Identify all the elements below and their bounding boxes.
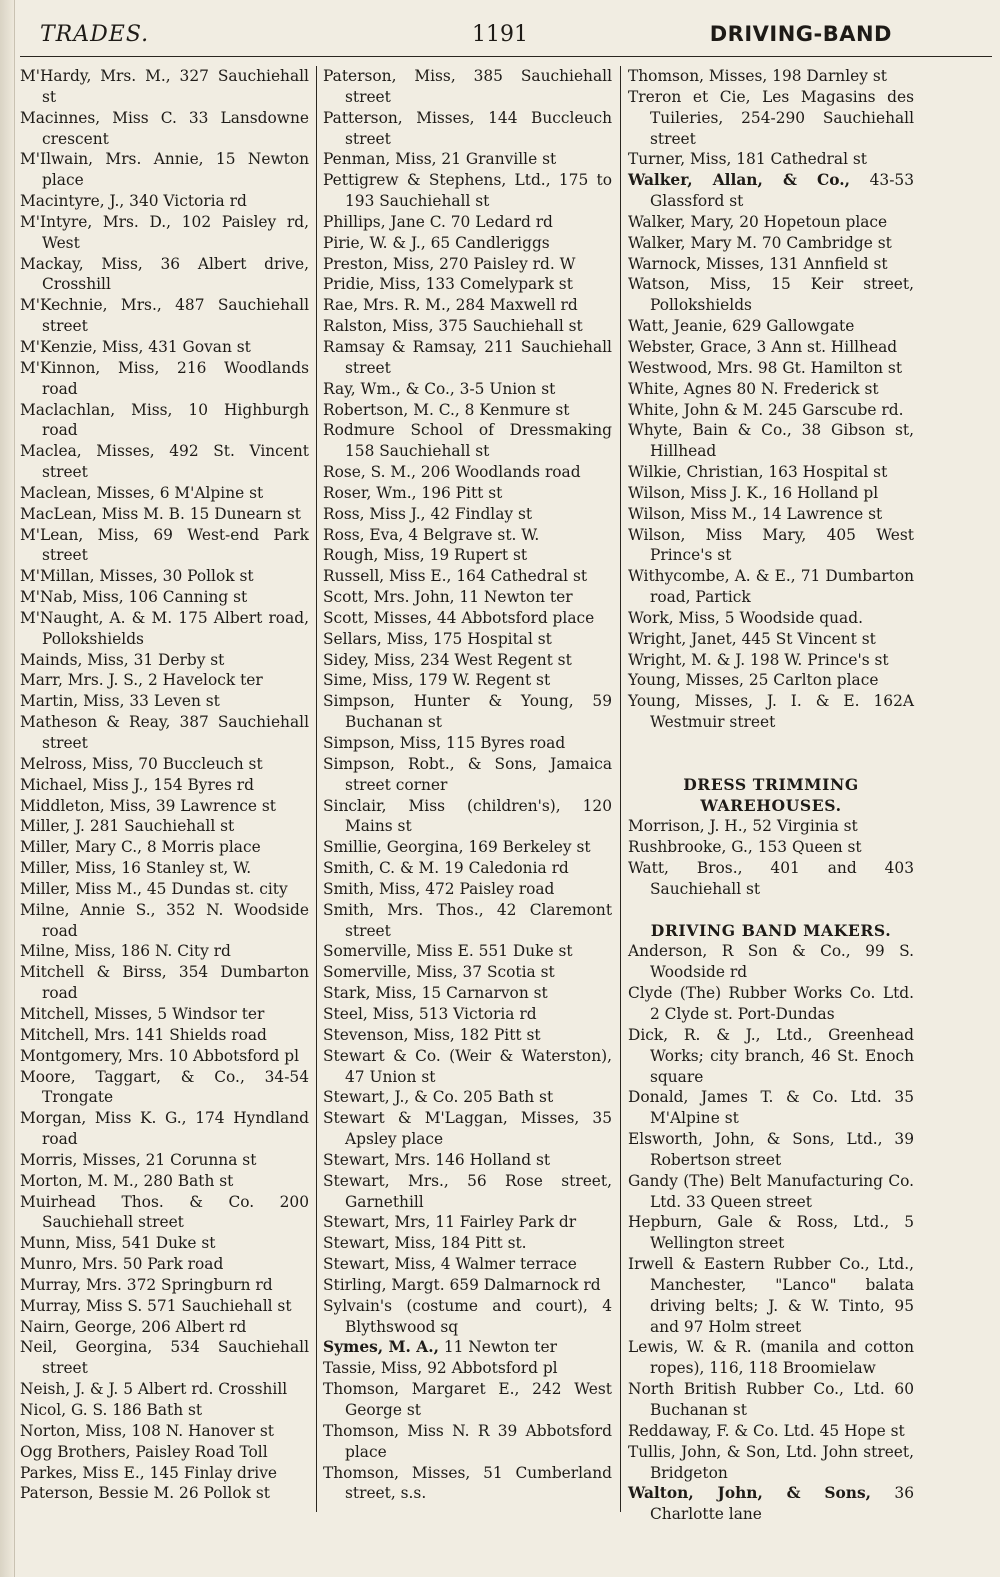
directory-entry: Thomson, Margaret E., 242 West George st [323, 1380, 612, 1419]
directory-entry: Scott, Misses, 44 Abbotsford place [323, 608, 595, 627]
directory-entry: Walker, Mary M. 70 Cambridge st [628, 233, 892, 252]
directory-entry: Maclean, Misses, 6 M'Alpine st [20, 483, 264, 502]
directory-entry: Watt, Jeanie, 629 Gallowgate [628, 317, 855, 336]
directory-entry: M'Nab, Miss, 106 Canning st [20, 588, 248, 607]
directory-entry: Anderson, R Son & Co., 99 S. Woodside rd [628, 942, 914, 982]
directory-entry: Mackay, Miss, 36 Albert drive, Crosshill [20, 254, 309, 294]
directory-entry: Murray, Mrs. 372 Springburn rd [20, 1275, 273, 1294]
directory-column-1 [20, 66, 309, 1504]
directory-entry: Treron et Cie, Les Magasins des Tuileries, 254-290 Sauchiehall street [628, 87, 914, 148]
column-divider [316, 66, 317, 1512]
directory-entry: Maclachlan, Miss, 10 Highburgh road [20, 400, 309, 440]
directory-entry: Hepburn, Gale & Ross, Ltd., 5 Wellington street [628, 1213, 914, 1253]
directory-entry: Norton, Miss, 108 N. Hanover st [20, 1421, 274, 1440]
directory-entry: Melross, Miss, 70 Buccleuch st [20, 754, 263, 773]
directory-entry: Watson, Miss, 15 Keir street, Pollokshields [628, 275, 914, 315]
directory-entry: Phillips, Jane C. 70 Ledard rd [323, 212, 553, 231]
directory-entry: Rose, S. M., 206 Woodlands road [323, 463, 581, 482]
directory-entry: Donald, James T. & Co. Ltd. 35 M'Alpine st [628, 1088, 914, 1128]
directory-entry: Macinnes, Miss C. 33 Lansdowne crescent [20, 108, 309, 148]
directory-entry: Young, Misses, 25 Carlton place [628, 671, 879, 690]
directory-entry: Nairn, George, 206 Albert rd [20, 1317, 247, 1336]
directory-entry: Sellars, Miss, 175 Hospital st [323, 629, 552, 648]
directory-entry: Lewis, W. & R. (manila and cotton ropes), 116, 118 Broomielaw [628, 1338, 914, 1378]
column-divider [620, 66, 621, 1512]
entry-name-bold: Symes, M. A., [323, 1338, 439, 1357]
directory-entry: Scott, Mrs. John, 11 Newton ter [323, 588, 573, 607]
directory-entry: M'Intyre, Mrs. D., 102 Paisley rd, West [20, 212, 309, 252]
entry-address: 43-53 Glassford st [650, 171, 914, 211]
directory-entry: White, Agnes 80 N. Frederick st [628, 379, 879, 398]
directory-entry: Westwood, Mrs. 98 Gt. Hamilton st [628, 358, 903, 377]
directory-entry: Matheson & Reay, 387 Sauchiehall street [20, 713, 309, 752]
directory-entry: Stark, Miss, 15 Carnarvon st [323, 984, 548, 1003]
directory-entry: Rodmure School of Dressmaking 158 Sauchiehall st [323, 421, 612, 461]
directory-entry: Munro, Mrs. 50 Park road [20, 1255, 224, 1274]
directory-entry: Martin, Miss, 33 Leven st [20, 692, 220, 711]
directory-entry: Smith, Mrs. Thos., 42 Claremont street [323, 900, 612, 940]
directory-entry: Wright, M. & J. 198 W. Prince's st [628, 650, 889, 669]
directory-entry: Miller, Miss M., 45 Dundas st. city [20, 879, 288, 898]
entry-name-bold: Walker, Allan, & Co., [628, 171, 850, 190]
directory-column-2 [323, 66, 612, 1504]
directory-entry: Patterson, Misses, 144 Buccleuch street [323, 108, 612, 148]
directory-entry: M'Kechnie, Mrs., 487 Sauchiehall street [20, 296, 309, 336]
directory-entry: Macintyre, J., 340 Victoria rd [20, 192, 247, 211]
page-binding-edge [0, 0, 15, 1577]
section-title: TRADES. [40, 22, 150, 47]
directory-entry: White, John & M. 245 Garscube rd. [628, 400, 904, 419]
directory-entry: Maclea, Misses, 492 St. Vincent street [20, 442, 309, 482]
directory-entry: Somerville, Miss E. 551 Duke st [323, 942, 573, 961]
directory-entry: Steel, Miss, 513 Victoria rd [323, 1004, 537, 1023]
directory-entry: Webster, Grace, 3 Ann st. Hillhead [628, 337, 898, 356]
directory-entry: Work, Miss, 5 Woodside quad. [628, 608, 863, 627]
directory-entry: Miller, Miss, 16 Stanley st, W. [20, 859, 252, 878]
directory-entry: Reddaway, F. & Co. Ltd. 45 Hope st [628, 1421, 905, 1440]
directory-entry: M'Ilwain, Mrs. Annie, 15 Newton place [20, 150, 309, 190]
directory-entry: Roser, Wm., 196 Pitt st [323, 483, 503, 502]
directory-entry [323, 1337, 612, 1358]
directory-entry: Watt, Bros., 401 and 403 Sauchiehall st [628, 859, 914, 898]
directory-entry: M'Kenzie, Miss, 431 Govan st [20, 337, 251, 356]
directory-entry: Paterson, Bessie M. 26 Pollok st [20, 1484, 270, 1503]
directory-entry: Stewart & M'Laggan, Misses, 35 Apsley place [323, 1109, 612, 1149]
entry-address: 36 Charlotte lane [650, 1484, 914, 1524]
directory-entry: MacLean, Miss M. B. 15 Dunearn st [20, 504, 301, 523]
directory-entry: North British Rubber Co., Ltd. 60 Buchanan st [628, 1380, 914, 1419]
directory-entry: Gandy (The) Belt Manufacturing Co. Ltd. 33 Queen street [628, 1171, 914, 1211]
directory-entry: Turner, Miss, 181 Cathedral st [628, 150, 867, 169]
directory-entry: Thomson, Misses, 51 Cumberland street, s.s. [323, 1463, 612, 1503]
directory-entry: Murray, Miss S. 571 Sauchiehall st [20, 1296, 292, 1315]
directory-entry: Mitchell, Misses, 5 Windsor ter [20, 1004, 265, 1023]
directory-entry: Penman, Miss, 21 Granville st [323, 150, 557, 169]
directory-entry: M'Millan, Misses, 30 Pollok st [20, 567, 254, 586]
directory-entry: Simpson, Miss, 115 Byres road [323, 734, 566, 752]
directory-entry: Robertson, M. C., 8 Kenmure st [323, 400, 570, 419]
directory-entry: Sime, Miss, 179 W. Regent st [323, 671, 551, 690]
directory-entry: Withycombe, A. & E., 71 Dumbarton road, Partick [628, 567, 914, 607]
directory-entry: Marr, Mrs. J. S., 2 Havelock ter [20, 671, 263, 690]
directory-entry: Morrison, J. H., 52 Virginia st [628, 817, 858, 836]
directory-entry: Ray, Wm., & Co., 3-5 Union st [323, 379, 556, 398]
directory-entry: Clyde (The) Rubber Works Co. Ltd. 2 Clyde st. Port-Dundas [628, 984, 914, 1023]
directory-entry: Stewart, Mrs. 146 Holland st [323, 1150, 551, 1169]
header-rule [20, 56, 992, 57]
directory-entry: Smith, Miss, 472 Paisley road [323, 879, 555, 898]
directory-entry: Wilson, Miss M., 14 Lawrence st [628, 504, 883, 523]
spacer [628, 900, 914, 921]
directory-entry: Sinclair, Miss (children's), 120 Mains st [323, 796, 612, 836]
directory-entry: Smith, C. & M. 19 Caledonia rd [323, 859, 569, 878]
directory-entry: Ramsay & Ramsay, 211 Sauchiehall street [323, 337, 612, 377]
directory-entry: Stewart, Miss, 4 Walmer terrace [323, 1255, 577, 1274]
directory-entry: Stevenson, Miss, 182 Pitt st [323, 1025, 541, 1044]
directory-entry: Mainds, Miss, 31 Derby st [20, 650, 225, 669]
directory-entry: M'Naught, A. & M. 175 Albert road, Pollokshields [20, 608, 309, 648]
directory-entry: Wilkie, Christian, 163 Hospital st [628, 463, 888, 482]
directory-entry: Parkes, Miss E., 145 Finlay drive [20, 1463, 277, 1482]
directory-entry: Whyte, Bain & Co., 38 Gibson st, Hillhead [628, 421, 914, 461]
directory-entry: Nicol, G. S. 186 Bath st [20, 1401, 203, 1419]
directory-entry: Stewart, Miss, 184 Pitt st. [323, 1234, 527, 1253]
directory-entry: Moore, Taggart, & Co., 34-54 Trongate [20, 1067, 309, 1107]
directory-entry: Rough, Miss, 19 Rupert st [323, 546, 528, 565]
directory-entry: Stewart, J., & Co. 205 Bath st [323, 1088, 554, 1107]
directory-entry: Mitchell, Mrs. 141 Shields road [20, 1025, 267, 1044]
directory-entry: Montgomery, Mrs. 10 Abbotsford pl [20, 1046, 300, 1065]
directory-entry: Morton, M. M., 280 Bath st [20, 1171, 234, 1190]
directory-entry: Irwell & Eastern Rubber Co., Ltd., Manchester, "Lanco" balata driving belts; J. & W. Tinto, 95 and 97 Holm street [628, 1255, 914, 1336]
directory-entry: Rae, Mrs. R. M., 284 Maxwell rd [323, 296, 578, 315]
directory-entry: M'Kinnon, Miss, 216 Woodlands road [20, 358, 309, 398]
directory-entry: Morris, Misses, 21 Corunna st [20, 1150, 257, 1169]
directory-entry: Sidey, Miss, 234 West Regent st [323, 650, 572, 669]
directory-entry: Russell, Miss E., 164 Cathedral st [323, 567, 588, 586]
directory-entry: Miller, J. 281 Sauchiehall st [20, 817, 235, 836]
spacer [628, 754, 914, 775]
directory-entry: Warnock, Misses, 131 Annfield st [628, 254, 888, 273]
directory-entry: Milne, Miss, 186 N. City rd [20, 942, 231, 961]
directory-entry: Michael, Miss J., 154 Byres rd [20, 775, 254, 794]
directory-entry: Stirling, Margt. 659 Dalmarnock rd [323, 1275, 601, 1294]
directory-entry: Ross, Eva, 4 Belgrave st. W. [323, 525, 540, 544]
directory-column-3 [628, 66, 914, 1525]
directory-entry: Stewart & Co. (Weir & Waterston), 47 Union st [323, 1046, 612, 1086]
directory-entry: Dick, R. & J., Ltd., Greenhead Works; city branch, 46 St. Enoch square [628, 1025, 914, 1086]
entry-name-bold: Walton, John, & Sons, [628, 1484, 872, 1503]
spacer [628, 733, 914, 754]
directory-entry: Simpson, Hunter & Young, 59 Buchanan st [323, 692, 612, 732]
section-heading: DRESS TRIMMING WAREHOUSES. [683, 774, 859, 815]
directory-entry: Thomson, Misses, 198 Darnley st [628, 67, 887, 85]
directory-entry: Wilson, Miss J. K., 16 Holland pl [628, 483, 879, 502]
directory-entry: Tassie, Miss, 92 Abbotsford pl [323, 1359, 558, 1378]
directory-entry: Smillie, Georgina, 169 Berkeley st [323, 838, 591, 857]
directory-entry: M'Hardy, Mrs. M., 327 Sauchiehall st [20, 67, 309, 106]
directory-entry: Sylvain's (costume and court), 4 Blythswood sq [323, 1296, 612, 1336]
directory-entry: Pirie, W. & J., 65 Candleriggs [323, 233, 550, 252]
directory-entry: Neish, J. & J. 5 Albert rd. Crosshill [20, 1380, 288, 1399]
directory-entry: Muirhead Thos. & Co. 200 Sauchiehall street [20, 1192, 309, 1232]
directory-entry: Neil, Georgina, 534 Sauchiehall street [20, 1338, 309, 1378]
running-header [0, 22, 1000, 54]
directory-entry: Ross, Miss J., 42 Findlay st [323, 504, 533, 523]
directory-entry: Thomson, Miss N. R 39 Abbotsford place [323, 1421, 612, 1461]
directory-entry: Somerville, Miss, 37 Scotia st [323, 963, 555, 982]
directory-entry: Pridie, Miss, 133 Comelypark st [323, 275, 573, 294]
directory-entry: M'Lean, Miss, 69 West-end Park street [20, 525, 309, 565]
running-heading: DRIVING-BAND [709, 22, 892, 46]
section-heading: DRIVING BAND MAKERS. [650, 920, 892, 940]
directory-entry [628, 170, 914, 212]
directory-entry: Elsworth, John, & Sons, Ltd., 39 Robertson street [628, 1130, 914, 1169]
directory-entry: Stewart, Mrs., 56 Rose street, Garnethill [323, 1171, 612, 1211]
directory-entry: Wright, Janet, 445 St Vincent st [628, 629, 876, 648]
directory-entry: Pettigrew & Stephens, Ltd., 175 to 193 Sauchiehall st [323, 171, 612, 211]
directory-entry: Miller, Mary C., 8 Morris place [20, 838, 261, 857]
directory-entry: Mitchell & Birss, 354 Dumbarton road [20, 963, 309, 1003]
directory-entry: Preston, Miss, 270 Paisley rd. W [323, 254, 576, 273]
directory-entry: Wilson, Miss Mary, 405 West Prince's st [628, 525, 914, 565]
directory-entry: Morgan, Miss K. G., 174 Hyndland road [20, 1109, 309, 1149]
directory-entry: Tullis, John, & Son, Ltd. John street, Bridgeton [628, 1442, 914, 1482]
directory-entry: Paterson, Miss, 385 Sauchiehall street [323, 67, 612, 106]
directory-entry: Rushbrooke, G., 153 Queen st [628, 838, 862, 857]
directory-entry: Munn, Miss, 541 Duke st [20, 1234, 216, 1253]
entry-address: 11 Newton ter [438, 1338, 557, 1357]
directory-entry: Young, Misses, J. I. & E. 162A Westmuir street [628, 692, 914, 732]
directory-entry: Simpson, Robt., & Sons, Jamaica street corner [323, 754, 612, 794]
directory-entry [628, 1483, 914, 1525]
directory-entry: Walker, Mary, 20 Hopetoun place [628, 212, 888, 231]
directory-entry: Ogg Brothers, Paisley Road Toll [20, 1442, 268, 1461]
directory-entry: Milne, Annie S., 352 N. Woodside road [20, 900, 309, 940]
directory-entry: Stewart, Mrs, 11 Fairley Park dr [323, 1213, 577, 1232]
page-number: 1191 [472, 22, 528, 47]
directory-entry: Ralston, Miss, 375 Sauchiehall st [323, 317, 583, 336]
directory-entry: Middleton, Miss, 39 Lawrence st [20, 796, 276, 815]
